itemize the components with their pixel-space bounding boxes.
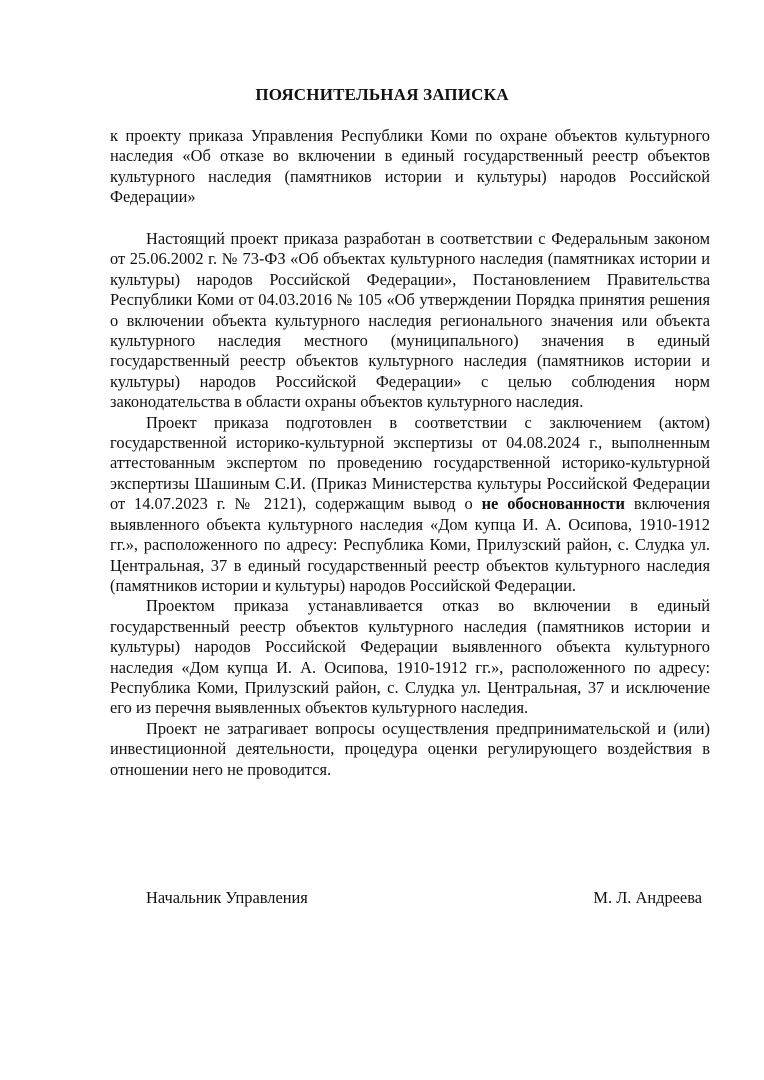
paragraph-expertise <box>110 413 710 597</box>
paragraph-expertise-text-start: Проект приказа подготовлен в соответствии с заключением (актом) государственной историко-культурной экспертизы от 04.08.2024 г., выполненным аттестованным экспертом по проведению государственной историко-культурной экспертизы Шашиным С.И. (Приказ Министерства культуры Российской Федерации от 14.07.2023 г. № 2121), содержащим вывод о <box>110 412 710 514</box>
signature-position: Начальник Управления <box>146 888 308 907</box>
signature-name: М. Л. Андреева <box>593 888 702 907</box>
paragraph-legal-basis: Настоящий проект приказа разработан в соответствии с Федеральным законом от 25.06.2002 г. № 73-ФЗ «Об объектах культурного наследия (памятниках истории и культуры) народов Российской Федерации», Постановлением Правительства Республики Коми от 04.03.2016 № 105 «Об утверждении Порядка принятия решения о включении объекта культурного наследия регионального значения или объекта культурного наследия местного (муниципального) значения в единый государственный реестр объектов культурного наследия (памятников истории и культуры) народов Российской Федерации» с целью соблюдения норм законодательства в области охраны объектов культурного наследия. <box>110 229 710 412</box>
paragraph-expertise-text-end: включения выявленного объекта культурного наследия «Дом купца И. А. Осипова, 1910-1912 гг.», расположенного по адресу: Республика Коми, Прилузский район, с. Слудка ул. Центральная, 37 в единый государственный реестр объектов культурного наследия (памятников истории и культуры) народов Российской Федерации. <box>110 494 710 595</box>
signature-block <box>146 888 702 910</box>
document-subject-block <box>110 126 710 208</box>
paragraph-expertise-bold-conclusion: не обоснованности <box>481 494 625 514</box>
document-content <box>110 229 710 780</box>
document-title: ПОЯСНИТЕЛЬНАЯ ЗАПИСКА <box>255 85 509 104</box>
paragraph-refusal: Проектом приказа устанавливается отказ во включении в единый государственный реестр объектов культурного наследия (памятников истории и культуры) народов Российской Федерации выявленного объекта культурного наследия «Дом купца И. А. Осипова, 1910-1912 гг.», расположенного по адресу: Республика Коми, Прилузский район, с. Слудка ул. Центральная, 37 и исключение его из перечня выявленных объектов культурного наследия. <box>110 596 710 718</box>
paragraph-regulatory-impact: Проект не затрагивает вопросы осуществления предпринимательской и (или) инвестиционной деятельности, процедура оценки регулирующего воздействия в отношении него не проводится. <box>110 718 710 779</box>
document-subject: к проекту приказа Управления Республики Коми по охране объектов культурного наследия «Об отказе во включении в единый государственный реестр объектов культурного наследия (памятников истории и культуры) народов Российской Федерации» <box>110 126 710 207</box>
